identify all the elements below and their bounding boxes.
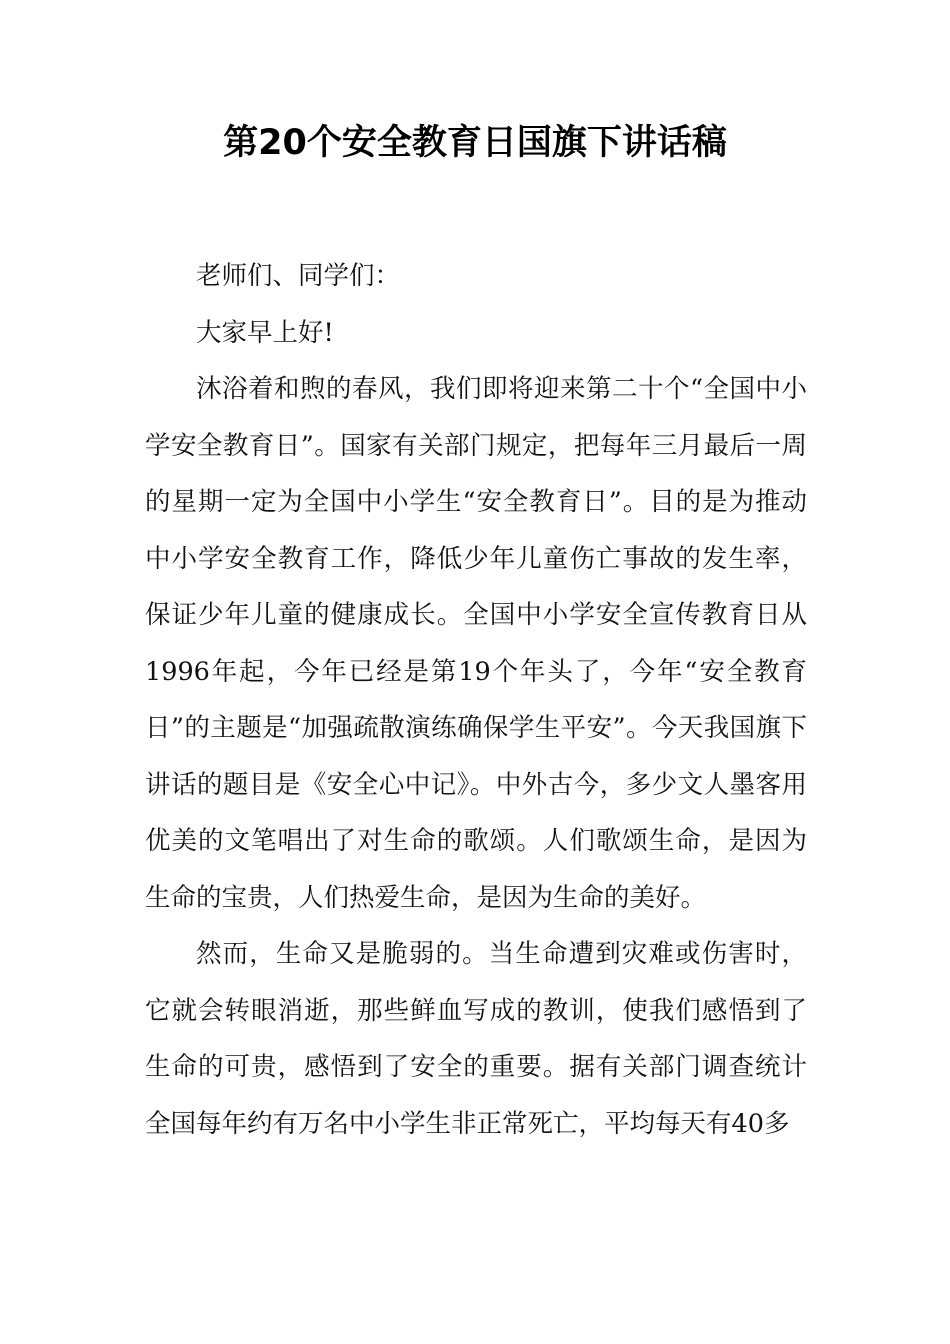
paragraph-fragile-life: 然而，生命又是脆弱的。当生命遭到灾难或伤害时，它就会转眼消逝，那些鲜血写成的教训，使我们感悟到了生命的可贵，感悟到了安全的重要。据有关部门调查统计全国每年约有万名中小学生非正常死亡，平均每天有40多	[145, 939, 807, 1139]
document-title: 第20个安全教育日国旗下讲话稿	[223, 123, 727, 163]
document-body	[145, 248, 807, 1152]
paragraph-greeting: 老师们、同学们：	[196, 261, 401, 291]
paragraph-intro: 沐浴着和煦的春风，我们即将迎来第二十个“全国中小学安全教育日”。国家有关部门规定，把每年三月最后一周的星期一定为全国中小学生“安全教育日”。目的是为推动中小学安全教育工作，降低少年儿童伤亡事故的发生率，保证少年儿童的健康成长。全国中小学安全宣传教育日从1996年起，今年已经是第19个年头了，今年“安全教育日”的主题是“加强疏散演练确保学生平安”。今天我国旗下讲话的题目是《安全心中记》。中外古今，多少文人墨客用优美的文笔唱出了对生命的歌颂。人们歌颂生命，是因为生命的宝贵，人们热爱生命，是因为生命的美好。	[145, 374, 807, 913]
paragraph-morning: 大家早上好!	[196, 317, 334, 348]
